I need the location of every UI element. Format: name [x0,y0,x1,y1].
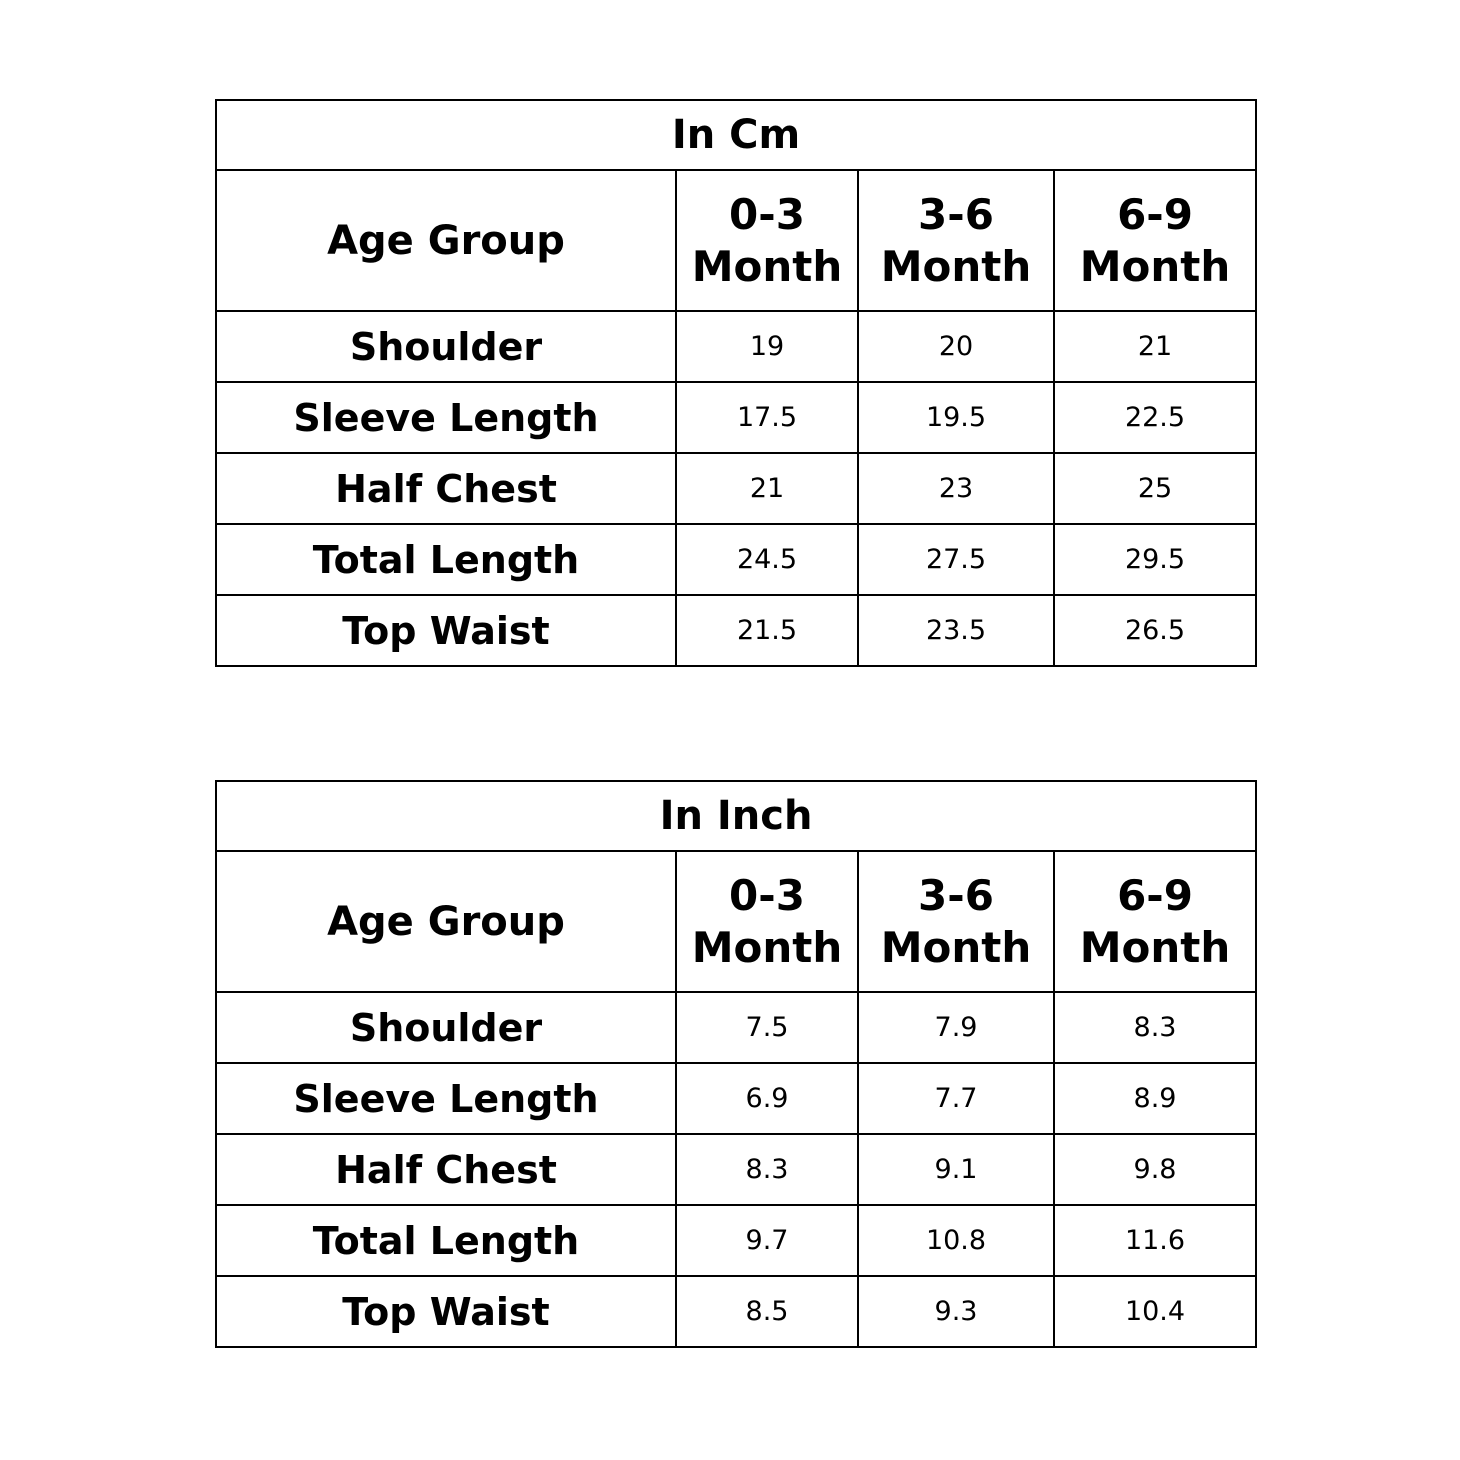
value-cell: 8.9 [1054,1063,1256,1134]
column-range: 6-9 [1117,189,1193,239]
value-cell: 23 [858,453,1054,524]
column-unit: Month [1079,241,1231,291]
row-label: Sleeve Length [216,1063,676,1134]
column-unit: Month [880,241,1032,291]
value-cell: 7.7 [858,1063,1054,1134]
table-title: In Cm [216,100,1256,170]
table-row [216,311,1256,382]
column-range: 3-6 [918,870,994,920]
column-header-6-9-month [1054,170,1256,311]
table-title-row [216,781,1256,851]
value-cell: 19.5 [858,382,1054,453]
age-group-header: Age Group [216,170,676,311]
column-range: 0-3 [729,189,805,239]
row-label: Sleeve Length [216,382,676,453]
column-header-3-6-month [858,170,1054,311]
table-row [216,524,1256,595]
column-header-0-3-month [676,170,858,311]
column-range: 6-9 [1117,870,1193,920]
column-unit: Month [880,922,1032,972]
value-cell: 9.7 [676,1205,858,1276]
column-range: 0-3 [729,870,805,920]
table-row [216,453,1256,524]
value-cell: 6.9 [676,1063,858,1134]
size-chart-cm-table [215,99,1257,667]
value-cell: 23.5 [858,595,1054,666]
table-row [216,382,1256,453]
value-cell: 24.5 [676,524,858,595]
table-title: In Inch [216,781,1256,851]
value-cell: 27.5 [858,524,1054,595]
table-row [216,1063,1256,1134]
value-cell: 21.5 [676,595,858,666]
table-row [216,1205,1256,1276]
row-label: Shoulder [216,992,676,1063]
table-row [216,1276,1256,1347]
table-row [216,595,1256,666]
table-header-row [216,170,1256,311]
value-cell: 17.5 [676,382,858,453]
value-cell: 7.9 [858,992,1054,1063]
value-cell: 20 [858,311,1054,382]
column-header-3-6-month [858,851,1054,992]
value-cell: 21 [1054,311,1256,382]
value-cell: 10.8 [858,1205,1054,1276]
value-cell: 8.3 [1054,992,1256,1063]
value-cell: 8.5 [676,1276,858,1347]
value-cell: 19 [676,311,858,382]
value-cell: 25 [1054,453,1256,524]
table-row [216,992,1256,1063]
value-cell: 7.5 [676,992,858,1063]
row-label: Half Chest [216,453,676,524]
row-label: Top Waist [216,595,676,666]
age-group-header: Age Group [216,851,676,992]
row-label: Shoulder [216,311,676,382]
row-label: Half Chest [216,1134,676,1205]
value-cell: 22.5 [1054,382,1256,453]
column-unit: Month [1079,922,1231,972]
column-range: 3-6 [918,189,994,239]
column-unit: Month [691,922,843,972]
size-chart-inch-table [215,780,1257,1348]
column-unit: Month [691,241,843,291]
table-row [216,1134,1256,1205]
row-label: Total Length [216,1205,676,1276]
value-cell: 21 [676,453,858,524]
table-title-row [216,100,1256,170]
value-cell: 8.3 [676,1134,858,1205]
value-cell: 26.5 [1054,595,1256,666]
column-header-6-9-month [1054,851,1256,992]
table-header-row [216,851,1256,992]
row-label: Total Length [216,524,676,595]
value-cell: 11.6 [1054,1205,1256,1276]
value-cell: 9.1 [858,1134,1054,1205]
value-cell: 9.3 [858,1276,1054,1347]
column-header-0-3-month [676,851,858,992]
value-cell: 9.8 [1054,1134,1256,1205]
row-label: Top Waist [216,1276,676,1347]
value-cell: 10.4 [1054,1276,1256,1347]
value-cell: 29.5 [1054,524,1256,595]
